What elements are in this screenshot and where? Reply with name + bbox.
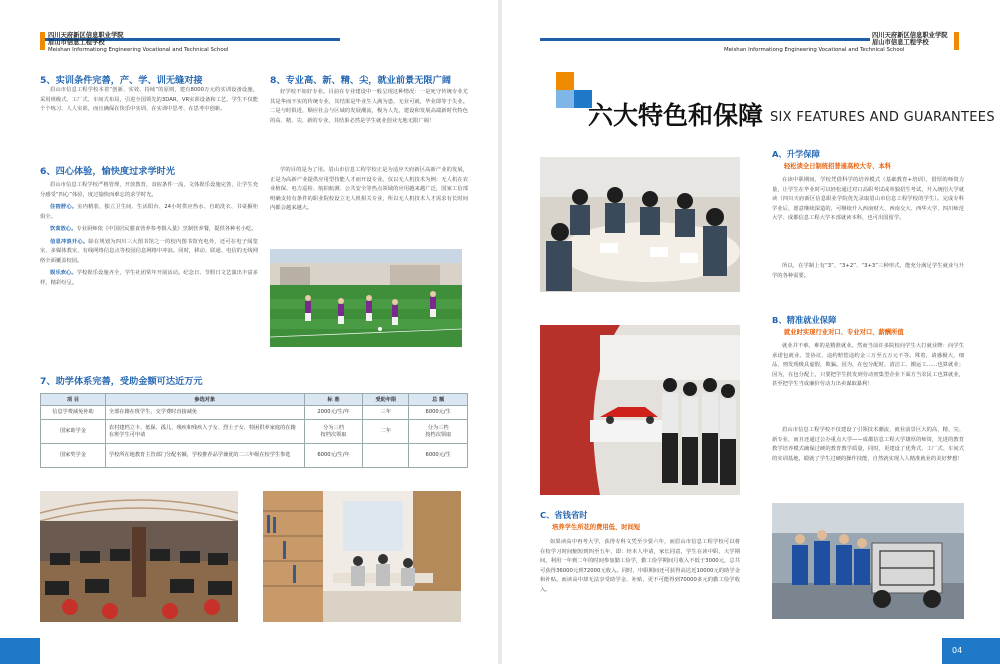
table-cell: 2000元/生/年	[304, 406, 363, 420]
auto-workshop-photo	[772, 503, 964, 619]
section-c-subtitle: 培养学生所花的费用低、时间短	[552, 524, 641, 531]
aid-table-header	[41, 394, 468, 406]
school-name-line1: 四川天府新区信息职业学院	[48, 32, 124, 39]
section-6-title: 6、四心体验，愉快度过求学时光	[40, 166, 176, 177]
table-cell: 分为三档 按档次领取	[304, 420, 363, 444]
feature-item-key: 住宿舒心。	[50, 204, 78, 210]
section-b-subtitle: 就业时实现行业对口、专业对口、薪酬所值	[784, 329, 904, 336]
header-accent	[40, 32, 45, 50]
table-cell: 学校所在地教育主管部门分配名额，学校推荐品学兼优的二三年级在校学生参选	[105, 444, 304, 468]
section-a-text-2: 所以，在学制上有“3”、“3+2”、“3+3”三种形式，能充分满足学生就业与升学的各种需要。	[772, 263, 964, 279]
section-c-text: 如果读高中再考大学，获得专科文凭至少要六年，而眉山市信息工程学校可以将在校学习时间缩短到四至五年，即：经本人申请，家长同意，学生在读中职、大学期间，利用一年到二年的时间参加勤工俭学，勤工俭学期间月收入不低于3000元，总共可获得36000元到72000元收入。同时，中职期间还可获得高达近10000元的助学金和补贴。而读高中却无法享受助学金、补贴，更不可能得到70000多元的勤工俭学收入。	[540, 539, 740, 593]
left-page	[0, 0, 498, 664]
page-title: 六大特色和保障	[588, 101, 764, 130]
table-cell: 分为三档 按档次领取	[409, 420, 468, 444]
feature-item-value: 室内精装、独立卫生间、生活阳台、24小时供应热水、自助洗衣、书桌橱柜俱全。	[40, 204, 258, 220]
soccer-field-photo	[270, 249, 462, 347]
right-page	[502, 0, 1000, 664]
section-c-title: C、省钱省时	[540, 510, 588, 520]
section-8-text-2: 学的目的是为了用。眉山市信息工程学校正是为适应天府新区高新产业的发展，正是为高新产业提供应用型技能人才而开设专业。仅以无人机技术为例：无人机在农业植保、电力巡检、航拍航测、公共安全等热点领域的应用越来越广泛，国家工信部明确支持有条件的职业院校设立无人机相关专业，所以无人机技术人才需求有长时间内都会越来越大。	[270, 167, 468, 211]
aid-table-header-cell: 总 额	[409, 394, 468, 406]
feature-item-value: 学校娱乐设施齐全，学生社团常年开展活动。纪念日、节假日文艺演出丰富多样，精彩纷呈。	[40, 270, 258, 286]
school-name-en: Meishan Informationg Engineering Vocational and Technical School	[48, 47, 229, 53]
section-6-text	[40, 181, 258, 361]
table-cell: 二年	[363, 420, 409, 444]
section-7-title: 7、助学体系完善，受助金额可达近万元	[40, 376, 203, 387]
table-row	[41, 420, 468, 444]
feature-item-key: 饮食放心。	[50, 226, 77, 232]
section-5-text: 眉山市信息工程学校本着“创新、实效、持续”的原则，建有8000万元的实训设备设施，采用班级式、工厂式、车间式布局，引进全国领先的3DAR、VR实训设备和工艺，学生不仅能个个练习、人人实训，而且确保在快乐中实训、在实训中思考、在思考中创新。	[40, 87, 258, 112]
page-number: 04	[952, 646, 963, 655]
header-rule	[540, 38, 870, 41]
section-8-title: 8、专业高、新、精、尖，就业前景无限广阔	[270, 75, 451, 86]
table-row	[41, 406, 468, 420]
feature-item-value: 除在规划为四川三大图书馆之一的校内图书馆充电外，还可在电子阅览室，多媒体教室，有线网络信息点等校园信息网络中冲浪。同时，移动、联通、电信的无线网络全面覆盖校园。	[40, 238, 258, 264]
table-row	[41, 444, 468, 468]
section-8-text-1: 好学校不如好专业。目前在专业建设中一般呈现这种情况：一是死守传统专业尤其是华而不实的传统专业，其结果是毕业生人满为患，无业可就，毕业即等于失业。二是与时俱进，顺应社会与区域的发展潮流，极为人先，建设和发展高端新时代特色的高、精、尖、新的专业，其结果必然是学生就业创业无地无限广阔！	[270, 89, 468, 124]
section-6-intro: 眉山市信息工程学校严格管理，开放教育，食宿条件一流，文体娱乐设施完善，让学生充分感受“四心”体验，度过愉快而难忘的求学时光。	[40, 182, 258, 198]
page-title-en: SIX FEATURES AND GUARANTEES	[770, 110, 995, 125]
feature-item-internet	[40, 238, 258, 267]
feature-item-key: 信息冲浪开心。	[50, 238, 89, 245]
aid-table	[40, 393, 468, 468]
aid-table-header-cell: 参选对象	[105, 394, 304, 406]
table-cell: 国家奖学金	[41, 444, 106, 468]
school-name-line1: 四川天府新区信息职业学院	[872, 32, 948, 39]
feature-item-value: 专业厨师依《中国居民膳食营养参考摄入量》烹制营养餐，提供各种名小吃。	[76, 226, 257, 232]
classroom-photo	[540, 157, 740, 292]
section-a-subtitle: 轻松读全日制统招普通高校大专、本科	[784, 163, 892, 170]
aid-table-header-cell: 标 准	[304, 394, 363, 406]
car-model-exhibit-photo	[540, 325, 740, 495]
school-name-en: Meishan Informationg Engineering Vocational and Technical School	[724, 47, 905, 53]
header-accent	[954, 32, 959, 50]
table-cell: 农村建档立卡、低保、孤儿、残疾和残疾人子女、烈士子女、特困供养家庭的在籍在班学生可申请	[105, 420, 304, 444]
table-cell: 三年	[363, 406, 409, 420]
section-5-title: 5、实训条件完善，产、学、训无缝对接	[40, 75, 203, 86]
table-cell: 6000元/生	[409, 406, 468, 420]
table-cell: 6000元/生/年	[304, 444, 363, 468]
table-cell: 国家助学金	[41, 420, 106, 444]
section-b-text-2: 眉山市信息工程学校不仅建设了引领技术潮流、就业前景巨大的高、精、尖、新专业，而且还通过公办重点大学——成都信息工程大学雄厚的师资，先进的教育教学培养模式确保过硬的教育教学质量，同时，更建设了优秀式、工厂式、车间式的实训基地，锻就了学生过硬的操作技能，自然就实现人人精准就业的美好梦想！	[772, 427, 964, 462]
feature-item-key: 娱乐欢心。	[50, 270, 77, 276]
section-b-text-1: 就业并不难，难的是精准就业。然而当前许多院校向学生大打就业牌：向学生承诺包就业、签协议、违约赔偿违约金三万至五万元不等。殊着，请感极大，细品，则发现极具虚假，欺骗。因为，在包分配时，清洁工、搬运工……也算就业；因为，在包分配上，只要把学生批发到劳动密集型企业下面方当农民工也算就业，甚至把学生当成廉价劳动力出卖谋取暴利！	[772, 343, 964, 387]
aid-table-header-cell: 项 目	[41, 394, 106, 406]
school-name-cn	[872, 32, 948, 46]
library-photo	[263, 491, 461, 622]
school-name-line2: 眉山市信息工程学校	[872, 39, 929, 46]
feature-item-entertainment	[40, 269, 258, 288]
table-cell	[363, 444, 409, 468]
footer-bar	[0, 638, 40, 664]
section-b-title: B、精准就业保障	[772, 315, 837, 325]
table-cell: 信息学费减免补助	[41, 406, 106, 420]
section-a-title: A、升学保障	[772, 149, 820, 159]
aid-table-header-cell: 受助年限	[363, 394, 409, 406]
computer-lab-photo	[40, 491, 238, 622]
table-cell: 6000元/生	[409, 444, 468, 468]
feature-item-lodging	[40, 203, 258, 222]
school-name-cn	[48, 32, 124, 46]
table-cell: 全部在籍在班学生，交学费时直接减免	[105, 406, 304, 420]
section-a-text-1: 在读中职期间，学校凭借科学的培养模式（基础教育+培训），借厚的师资力量，让学生在毕业时可以轻松通过对口高职考试或单独招生考试，升入统招大学就读（四川天府新区信息职业学院优先录取眉山市信息工程学校的学生）。完成专科学业后，愿意继续深造的，可继续升入西南财大、西南交大、西华大学、四川师范大学、成都信息工程大学本部就读本科，也可出国留学。	[772, 177, 964, 221]
footer-bar	[942, 638, 1000, 664]
feature-item-food	[40, 225, 258, 235]
school-name-line2: 眉山市信息工程学校	[48, 39, 105, 46]
title-square-orange	[556, 72, 574, 90]
title-square-light	[556, 90, 574, 108]
